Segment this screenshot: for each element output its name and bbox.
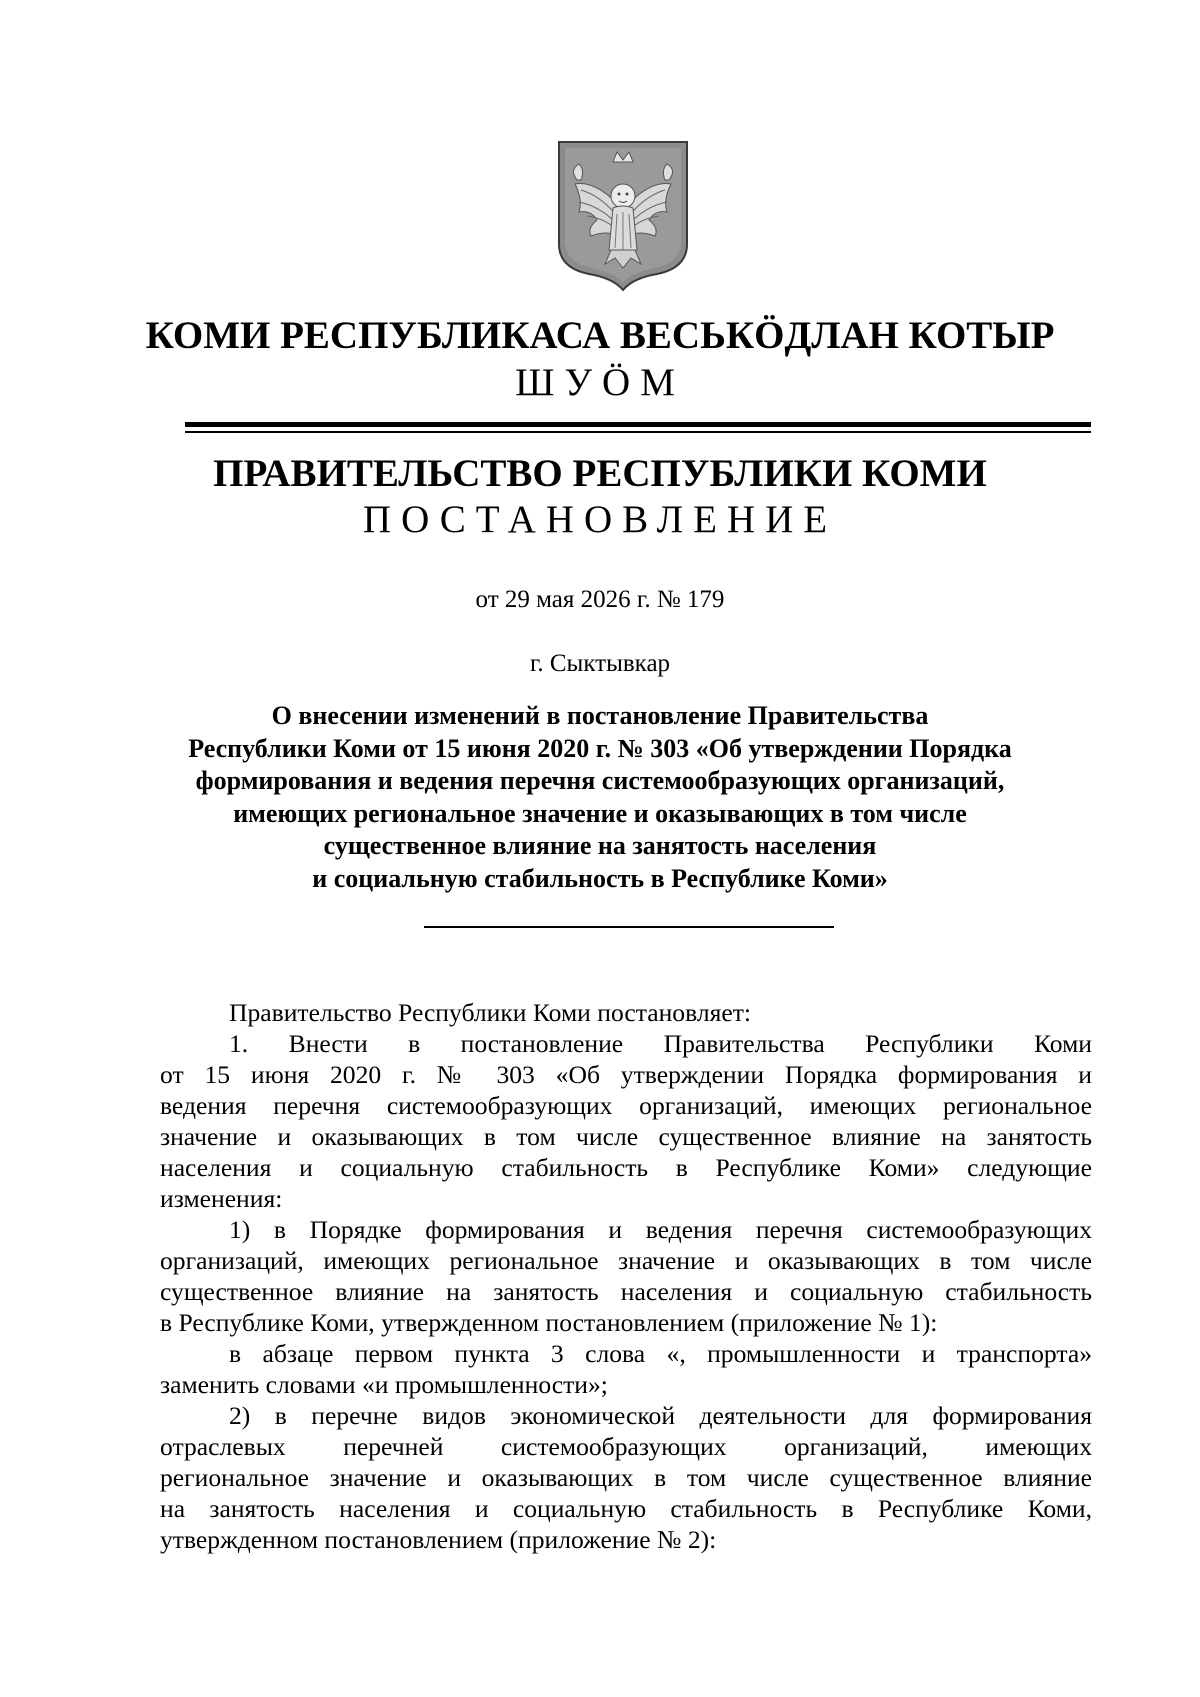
decree-title	[0, 700, 1200, 895]
paragraph-line: 1. Внести в постановление Правительства Республики Коми	[229, 1029, 1092, 1058]
decree-title-line: и социальную стабильность в Республике Коми»	[312, 863, 888, 893]
decree-title-line: формирования и ведения перечня системообразующих организаций,	[195, 766, 1005, 795]
decree-title-line: существенное влияние на занятость населения	[323, 831, 877, 860]
komi-decree-word: ШУӦМ	[515, 361, 685, 404]
paragraph-line: изменения:	[160, 1184, 283, 1213]
government-title: ПРАВИТЕЛЬСТВО РЕСПУБЛИКИ КОМИ	[213, 452, 987, 495]
decree-title-line: О внесении изменений в постановление Правительства	[271, 701, 929, 730]
paragraph-subitem-2	[160, 1400, 1092, 1555]
header-double-rule-thin	[185, 431, 1091, 433]
preamble-paragraph	[160, 997, 1092, 1028]
paragraph-line: заменить словами «и промышленности»;	[160, 1370, 608, 1399]
decree-city: г. Сыктывкар	[529, 650, 671, 677]
paragraph-line: значение и оказывающих в том числе существенное влияние на занятость	[160, 1122, 1092, 1151]
paragraph-line: в Республике Коми, утвержденном постановлением (приложение № 1):	[160, 1308, 938, 1337]
header-double-rule-thick	[185, 422, 1091, 427]
paragraph-line: населения и социальную стабильность в Республике Коми» следующие	[160, 1153, 1092, 1182]
paragraph-line: в абзаце первом пункта 3 слова «, промышленности и транспорта»	[229, 1339, 1092, 1368]
paragraph-line: на занятость населения и социальную стабильность в Республике Коми,	[160, 1494, 1092, 1523]
komi-coat-of-arms-emblem	[557, 140, 689, 292]
decree-date-number: от 29 мая 2026 г. № 179	[475, 586, 725, 613]
paragraph-line: отраслевых перечней системообразующих организаций, имеющих	[160, 1432, 1092, 1461]
paragraph-line: от 15 июня 2020 г. № 303 «Об утверждении Порядка формирования и	[160, 1060, 1092, 1089]
decree-word: ПОСТАНОВЛЕНИЕ	[362, 498, 838, 541]
preamble-text: Правительство Республики Коми постановляет:	[229, 998, 752, 1027]
paragraph-line: ведения перечня системообразующих организаций, имеющих региональное	[160, 1091, 1092, 1120]
title-underline-rule	[424, 926, 834, 928]
paragraph-line: 1) в Порядке формирования и ведения перечня системообразующих	[229, 1215, 1092, 1244]
paragraph-line: существенное влияние на занятость населения и социальную стабильность	[160, 1277, 1092, 1306]
komi-government-title: КОМИ РЕСПУБЛИКАСА ВЕСЬКӦДЛАН КОТЫР	[145, 314, 1055, 357]
paragraph-subitem-1	[160, 1214, 1092, 1338]
decree-title-line: Республики Коми от 15 июня 2020 г. № 303 «Об утверждении Порядка	[188, 733, 1012, 763]
paragraph-line: 2) в перечне видов экономической деятельности для формирования	[229, 1401, 1092, 1430]
paragraph-line: утвержденном постановлением (приложение № 2):	[160, 1525, 717, 1554]
paragraph-item-1	[160, 1028, 1092, 1214]
decree-title-line: имеющих региональное значение и оказывающих в том числе	[233, 798, 967, 828]
paragraph-amendment	[160, 1338, 1092, 1400]
paragraph-line: организаций, имеющих региональное значение и оказывающих в том числе	[160, 1246, 1092, 1275]
paragraph-line: региональное значение и оказывающих в том числе существенное влияние	[160, 1463, 1092, 1492]
decree-body	[160, 997, 1092, 1555]
